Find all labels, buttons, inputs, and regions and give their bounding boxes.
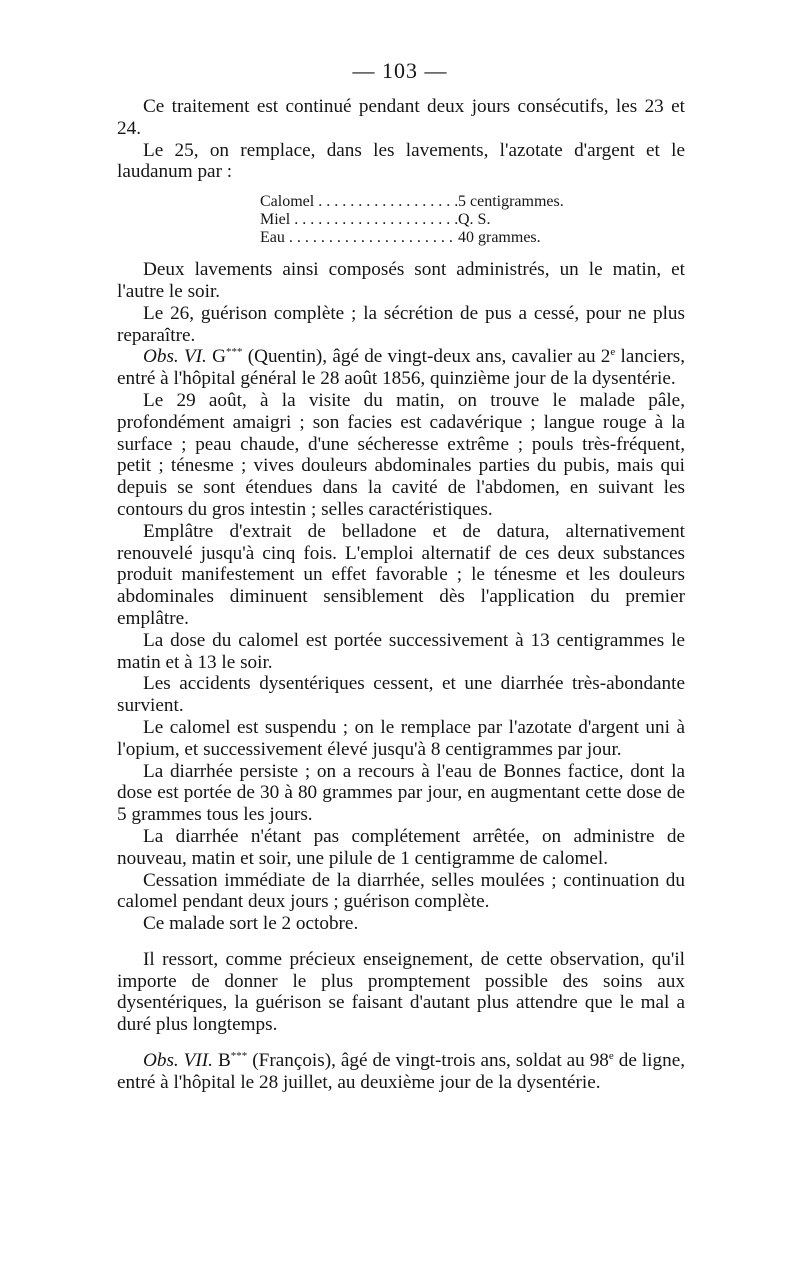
paragraph: Le 29 août, à la visite du matin, on trouve le malade pâle, profondément amaigri ; son facies est cadavérique ; langue rouge à la surface ; peau chaude, d'une sécheresse extrême ; pouls très-fréquent, petit ; ténesme ; vives douleurs abdominales parties du pubis, mais qui depuis se sont étendues dans la cavité de l'abdomen, en suivant les contours du gros intestin ; selles caractéristiques. bbox=[117, 389, 685, 520]
dose: 40 grammes. bbox=[458, 229, 541, 247]
ingredient: Calomel . . . bbox=[260, 193, 458, 211]
prescription-row bbox=[260, 229, 685, 247]
spacer bbox=[117, 935, 685, 949]
observation-text: (Quentin), âgé de vingt-deux ans, cavalier au 2 bbox=[242, 346, 611, 368]
paragraph: Deux lavements ainsi composés sont administrés, un le matin, et l'autre le soir. bbox=[117, 259, 685, 302]
ordinal-suffix: e bbox=[610, 346, 616, 359]
paragraph: Cessation immédiate de la diarrhée, selles moulées ; continuation du calomel pendant deux jours ; guérison complète. bbox=[117, 869, 685, 913]
paragraph: Ce traitement est continué pendant deux jours consécutifs, les 23 et 24. bbox=[117, 96, 685, 139]
paragraph: Le 26, guérison complète ; la sécrétion de pus a cessé, pour ne plus reparaître. bbox=[117, 302, 685, 346]
observation-label: Obs. VI. bbox=[143, 346, 207, 368]
spacer bbox=[117, 1036, 685, 1050]
dose: 5 centigrammes. bbox=[458, 193, 564, 211]
prescription-row bbox=[260, 193, 685, 211]
body-text bbox=[117, 96, 685, 1094]
ingredient: Eau . . . bbox=[260, 229, 458, 247]
paragraph: Les accidents dysentériques cessent, et une diarrhée très-abondante survient. bbox=[117, 673, 685, 717]
paragraph: La diarrhée n'étant pas complétement arrêtée, on administre de nouveau, matin et soir, une pilule de 1 centigramme de calomel. bbox=[117, 825, 685, 869]
observation-vii-heading bbox=[117, 1050, 685, 1094]
anonymization-stars: *** bbox=[225, 346, 243, 359]
patient-initial: G bbox=[212, 346, 226, 368]
observation-text: lanciers, entré à l'hôpital général le 28 août 1856, quinzième jour de la dysentérie. bbox=[117, 346, 685, 390]
ordinal-suffix: e bbox=[608, 1050, 614, 1063]
page-number: — 103 — bbox=[352, 58, 448, 83]
observation-label: Obs. VII. bbox=[143, 1050, 213, 1072]
conclusion-paragraph: Il ressort, comme précieux enseignement, de cette observation, qu'il importe de donner le plus promptement possible des soins aux dysentériques, la guérison se faisant d'autant plus attendre que le mal a duré plus longtemps. bbox=[117, 948, 685, 1036]
paragraph: La diarrhée persiste ; on a recours à l'eau de Bonnes factice, dont la dose est portée de 30 à 80 grammes par jour, en augmentant cette dose de 5 grammes tous les jours. bbox=[117, 760, 685, 826]
ingredient: Miel . . . bbox=[260, 211, 458, 229]
paragraph: Le 25, on remplace, dans les lavements, l'azotate d'argent et le laudanum par : bbox=[117, 139, 685, 183]
paragraph: Le calomel est suspendu ; on le remplace par l'azotate d'argent uni à l'opium, et successivement élevé jusqu'à 8 centigrammes par jour. bbox=[117, 716, 685, 760]
anonymization-stars: *** bbox=[230, 1050, 248, 1063]
dose: Q. S. bbox=[458, 211, 491, 229]
observation-text: (François), âgé de vingt-trois ans, soldat au 98 bbox=[247, 1050, 609, 1072]
observation-vi-heading bbox=[117, 346, 685, 390]
prescription-list bbox=[260, 193, 685, 247]
paragraph: La dose du calomel est portée successivement à 13 centigrammes le matin et à 13 le soir. bbox=[117, 629, 685, 673]
patient-initial: B bbox=[217, 1050, 231, 1072]
observation-text: de ligne, entré à l'hôpital le 28 juillet, au deuxième jour de la dysentérie. bbox=[117, 1050, 686, 1093]
paragraph: Ce malade sort le 2 octobre. bbox=[143, 913, 359, 935]
prescription-row bbox=[260, 211, 685, 229]
paragraph: Emplâtre d'extrait de belladone et de datura, alternativement renouvelé jusqu'à cinq fois. L'emploi alternatif de ces deux substances produit manifestement un effet favorable ; le ténesme et les douleurs abdominales diminuent sensiblement dès l'application du premier emplâtre. bbox=[117, 520, 685, 629]
